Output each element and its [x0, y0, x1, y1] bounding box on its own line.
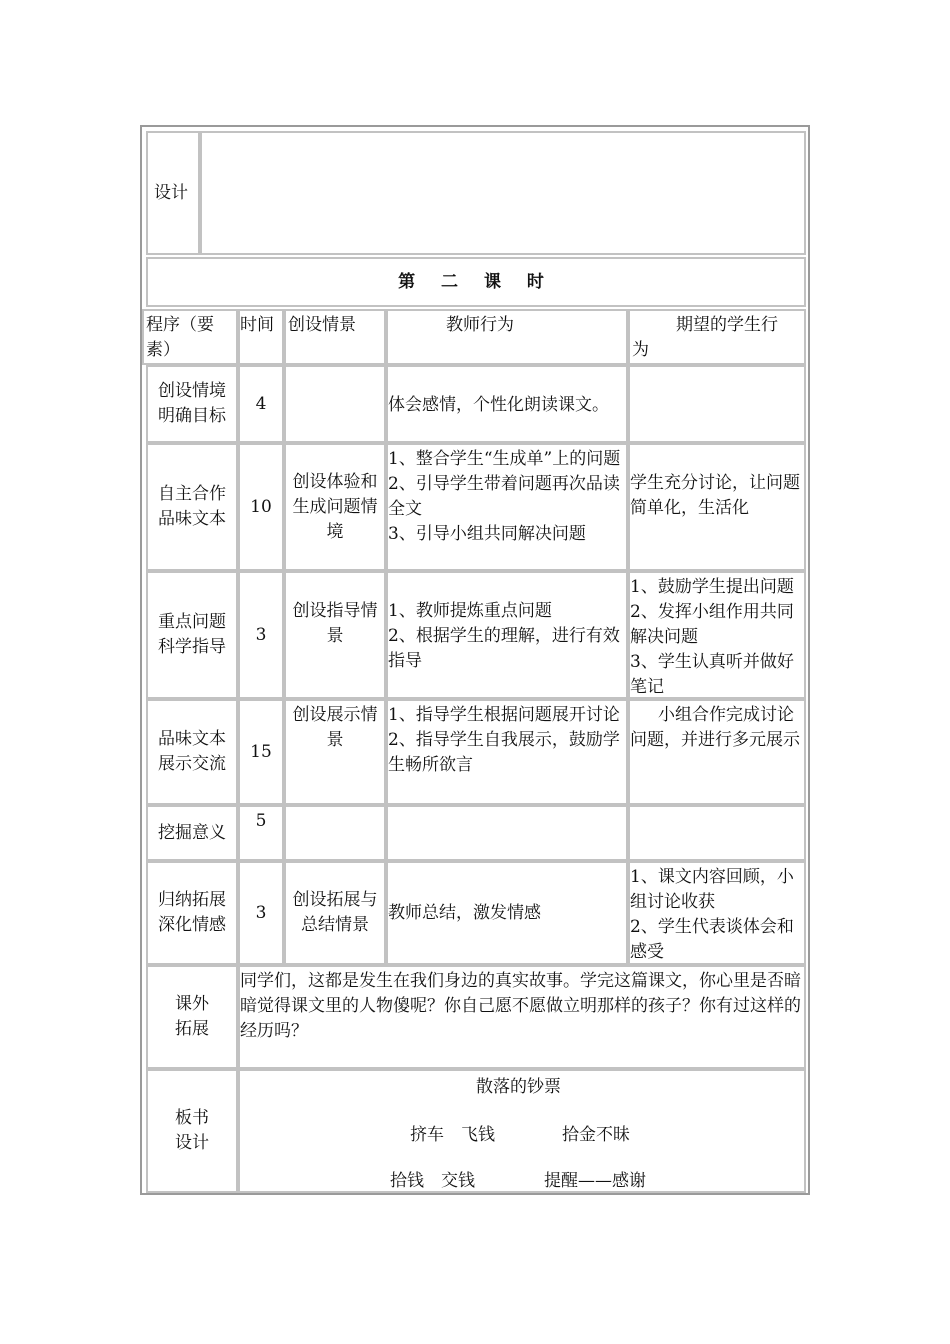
session-title: 第 二 课 时 [146, 257, 806, 307]
row-time: 3 [238, 571, 284, 699]
row-teacher: 1、整合学生“生成单”上的问题 2、引导学生带着问题再次品读全文 3、引导小组共同解决问题 [386, 443, 628, 571]
row-teacher: 1、教师提炼重点问题 2、根据学生的理解，进行有效指导 [386, 571, 628, 699]
design-content-cell [200, 131, 806, 255]
board-label: 板书 设计 [146, 1069, 238, 1193]
row-time: 15 [238, 699, 284, 805]
board-line2-right: 提醒——感谢 [544, 1171, 646, 1191]
header-procedure: 程序（要素） [142, 309, 238, 365]
row-student: 1、课文内容回顾，小组讨论收获 2、学生代表谈体会和感受 [628, 861, 806, 965]
row-situation: 创设体验和生成问题情境 [284, 443, 386, 571]
board-line1-left: 挤车 飞钱 [410, 1125, 495, 1145]
row-situation: 创设指导情景 [284, 571, 386, 699]
design-label: 设计 [154, 182, 188, 203]
lesson-plan-table [140, 125, 810, 1195]
row-procedure: 自主合作 品味文本 [146, 443, 238, 571]
extension-label: 课外 拓展 [146, 965, 238, 1069]
row-procedure: 创设情境 明确目标 [146, 365, 238, 443]
row-situation [284, 365, 386, 443]
row-student: 小组合作完成讨论问题，并进行多元展示 [628, 699, 806, 805]
row-procedure: 品味文本 展示交流 [146, 699, 238, 805]
row-teacher: 体会感情，个性化朗读课文。 [386, 365, 628, 443]
row-procedure: 重点问题 科学指导 [146, 571, 238, 699]
board-line1-right: 拾金不昧 [562, 1125, 630, 1145]
row-student [628, 805, 806, 861]
design-label-cell [146, 131, 200, 255]
header-situation: 创设情景 [284, 309, 386, 365]
extension-text: 同学们，这都是发生在我们身边的真实故事。学完这篇课文，你心里是否暗暗觉得课文里的人物傻呢？你自己愿不愿做立明那样的孩子？你有过这样的经历吗？ [238, 965, 806, 1069]
row-student: 学生充分讨论，让问题简单化，生活化 [628, 443, 806, 571]
board-line2-left: 拾钱 交钱 [390, 1171, 475, 1191]
header-time: 时间 [238, 309, 284, 365]
board-title: 散落的钞票 [476, 1077, 561, 1097]
row-procedure: 归纳拓展 深化情感 [146, 861, 238, 965]
row-situation: 创设展示情景 [284, 699, 386, 805]
row-time: 10 [238, 443, 284, 571]
board-content [238, 1069, 806, 1193]
row-time: 5 [238, 805, 284, 861]
row-teacher [386, 805, 628, 861]
row-time: 3 [238, 861, 284, 965]
header-teacher: 教师行为 [386, 309, 628, 365]
row-situation [284, 805, 386, 861]
row-time: 4 [238, 365, 284, 443]
row-situation: 创设拓展与总结情景 [284, 861, 386, 965]
row-teacher: 教师总结，激发情感 [386, 861, 628, 965]
row-procedure: 挖掘意义 [146, 805, 238, 861]
header-student: 期望的学生行为 [628, 309, 806, 365]
row-student [628, 365, 806, 443]
row-teacher: 1、指导学生根据问题展开讨论 2、指导学生自我展示，鼓励学生畅所欲言 [386, 699, 628, 805]
row-student: 1、鼓励学生提出问题 2、发挥小组作用共同解决问题 3、学生认真听并做好笔记 [628, 571, 806, 699]
